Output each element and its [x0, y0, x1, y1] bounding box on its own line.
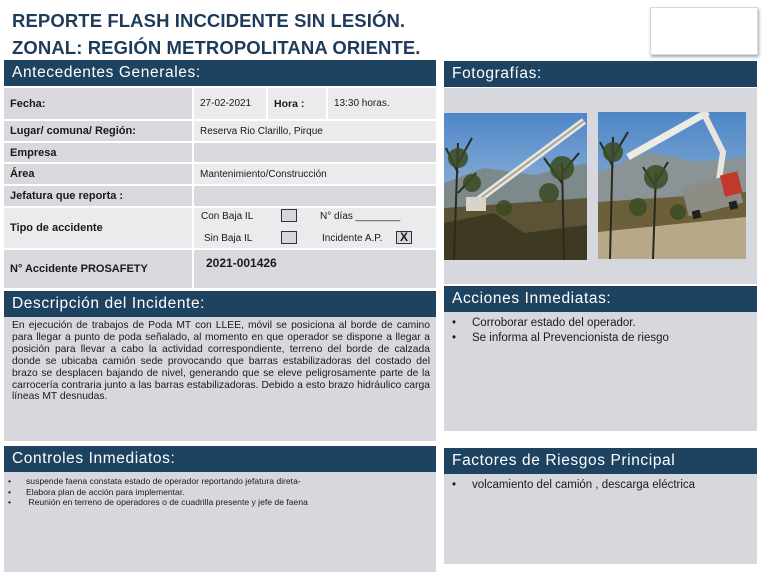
area-label: Área [4, 164, 192, 184]
list-item: • Reunión en terreno de operadores o de cuadrilla presente y jefe de faena [8, 497, 308, 507]
descripcion-text: En ejecución de trabajos de Poda MT con LLEE, móvil se posiciona al borde de camino para llegar a punto de poda señalado, al momento en que operador se dispone a llegar a posición para llevar a cabo la actividad correspondiente, terreno del borde de calzada donde se ubicaba camión sede provocando que barras estabilizadoras del costado del brazo se desplacen bajando de nivel, generando que se eleve peligrosamente parte de la carrocería contraria junto a las barras estabilizadoras. Debido a esto brazo hidráulico carga líneas MT desnudas. [12, 320, 430, 403]
lugar-label: Lugar/ comuna/ Región: [4, 121, 192, 141]
antecedentes-heading: Antecedentes Generales: [4, 60, 436, 86]
prosafety-label: N° Accidente PROSAFETY [4, 250, 192, 288]
prosafety-value: 2021-001426 [194, 250, 436, 288]
con-baja-checkbox[interactable] [281, 209, 297, 222]
acciones-list [452, 316, 752, 346]
controles-list [8, 476, 433, 508]
tipo-accidente-label: Tipo de accidente [4, 208, 192, 248]
list-item: • Se informa al Prevencionista de riesgo [452, 332, 669, 344]
fecha-label: Fecha: [4, 88, 192, 119]
list-item: • Elabora plan de acción para implementar. [8, 486, 185, 497]
sin-baja-label: Sin Baja IL [204, 233, 253, 244]
n-dias-label: N° días ________ [320, 211, 401, 222]
incidente-ap-checkbox[interactable]: X [396, 231, 412, 244]
list-item: • Corroborar estado del operador. [452, 317, 636, 329]
fotografias-heading: Fotografías: [444, 61, 757, 87]
incident-photo-2 [598, 112, 746, 259]
hora-value: 13:30 horas. [328, 88, 436, 119]
area-value: Mantenimiento/Construcción [194, 164, 436, 184]
con-baja-label: Con Baja IL [201, 211, 254, 222]
empresa-label: Empresa [4, 143, 192, 162]
jefatura-label: Jefatura que reporta : [4, 186, 192, 206]
fecha-value: 27-02-2021 [194, 88, 266, 119]
report-title-line1: REPORTE FLASH INCCIDENTE SIN LESIÓN. [12, 10, 406, 31]
jefatura-value [194, 186, 436, 206]
list-item: • volcamiento del camión , descarga eléctrica [452, 479, 696, 491]
descripcion-heading: Descripción del Incidente: [4, 291, 436, 317]
sin-baja-checkbox[interactable] [281, 231, 297, 244]
factores-list [452, 478, 752, 493]
lugar-value: Reserva Rio Clarillo, Pirque [194, 121, 436, 141]
report-title-line2: ZONAL: REGIÓN METROPOLITANA ORIENTE. [12, 37, 421, 58]
list-item: • suspende faena constata estado de operador reportando jefatura direta- [8, 476, 301, 486]
logo-placeholder [650, 7, 758, 55]
acciones-heading: Acciones Inmediatas: [444, 286, 757, 312]
incidente-ap-label: Incidente A.P. [322, 233, 383, 244]
incident-photo-1 [444, 113, 587, 260]
controles-heading: Controles Inmediatos: [4, 446, 436, 472]
factores-heading: Factores de Riesgos Principal [444, 448, 757, 474]
hora-label: Hora : [268, 88, 326, 119]
empresa-value [194, 143, 436, 162]
